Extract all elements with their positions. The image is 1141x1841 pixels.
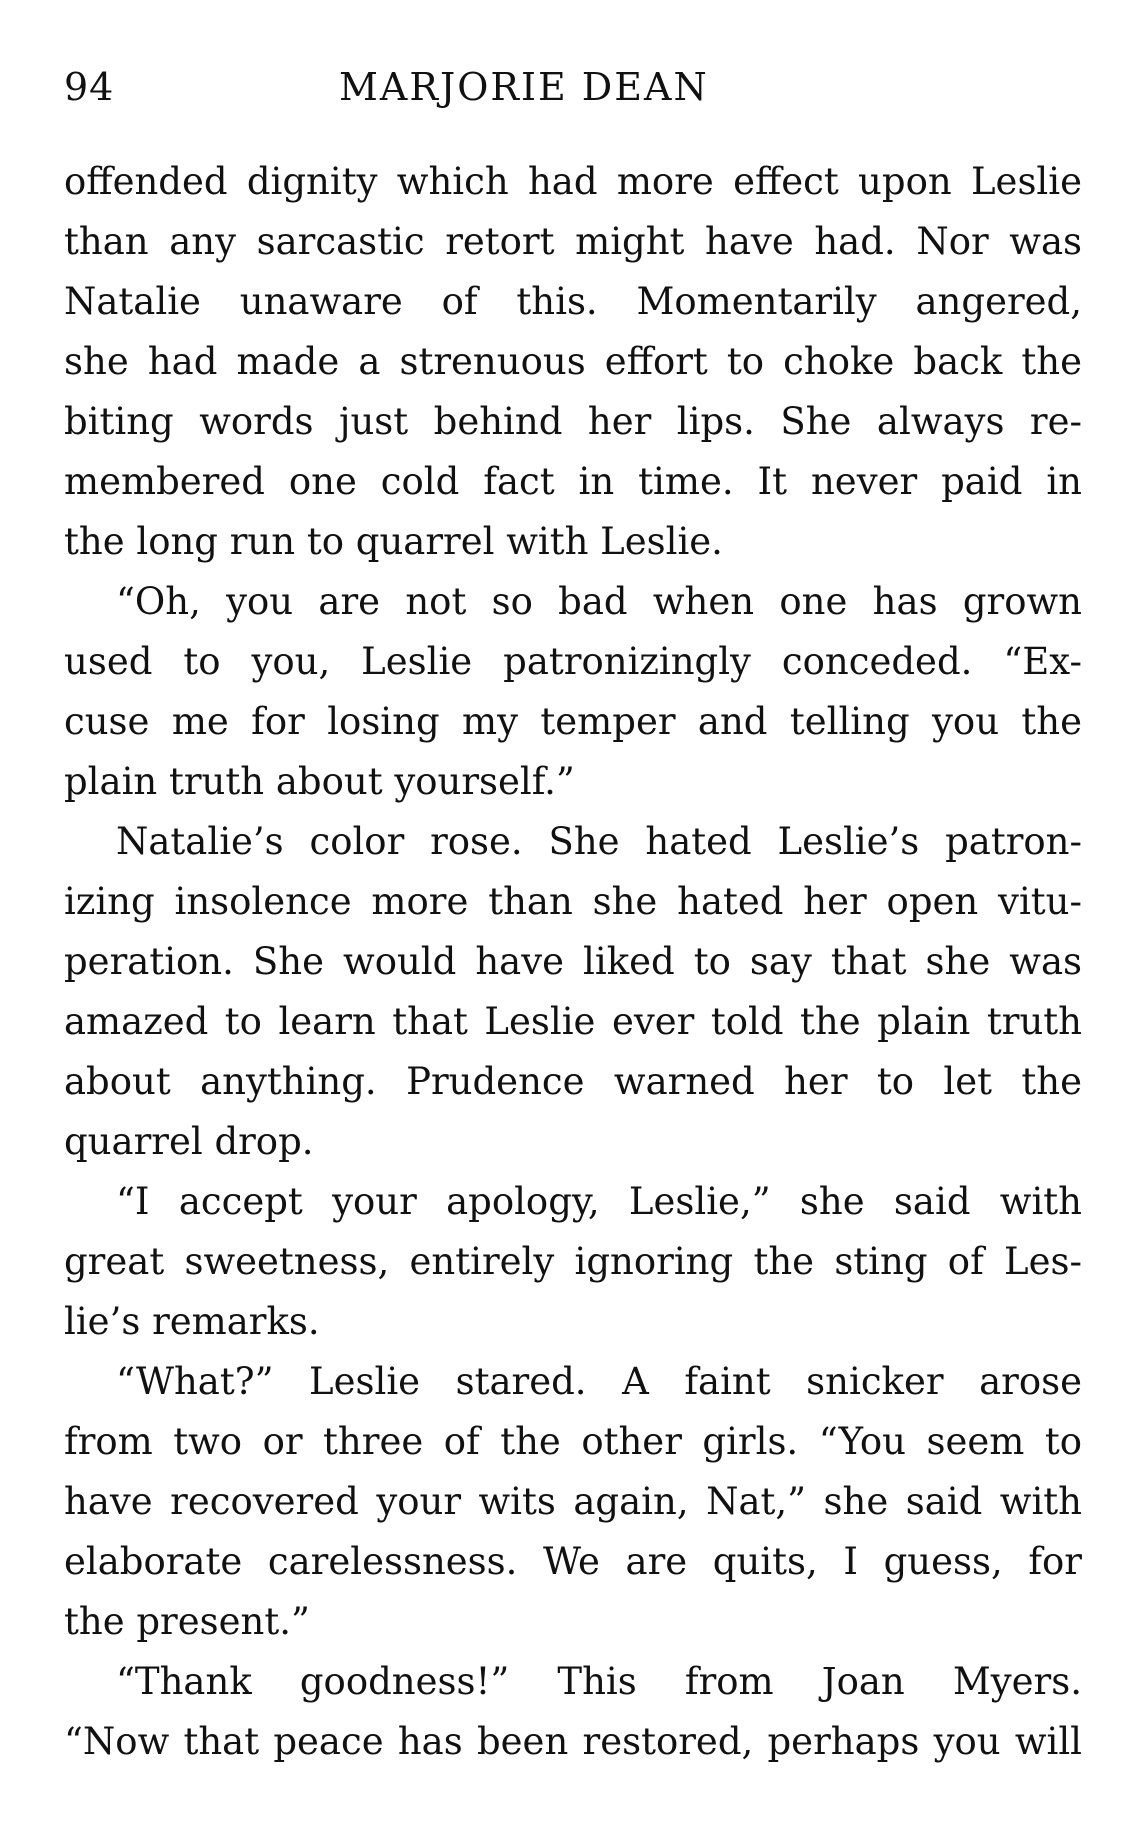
text-line: the long run to quarrel with Leslie.	[64, 520, 723, 563]
text-line: “Now that peace has been restored, perhaps you will	[64, 1720, 1082, 1763]
text-line: cuse me for losing my temper and telling you the	[64, 700, 1082, 743]
text-line: elaborate carelessness. We are quits, I guess, for	[64, 1540, 1082, 1583]
text-line: the present.”	[64, 1600, 310, 1643]
text-line: peration. She would have liked to say that she was	[64, 940, 1082, 983]
text-line: used to you, Leslie patronizingly conceded. “Ex-	[64, 640, 1082, 683]
text-line: biting words just behind her lips. She always re-	[64, 400, 1082, 443]
text-line: great sweetness, entirely ignoring the sting of Les-	[64, 1240, 1082, 1283]
text-line: amazed to learn that Leslie ever told the plain truth	[64, 1000, 1082, 1043]
text-line: about anything. Prudence warned her to let the	[64, 1060, 1082, 1103]
paragraph-first-line: “Thank goodness!” This from Joan Myers.	[116, 1660, 1082, 1703]
text-line: from two or three of the other girls. “You seem to	[64, 1420, 1082, 1463]
text-line: membered one cold fact in time. It never paid in	[64, 460, 1082, 503]
body-text	[64, 152, 1082, 1772]
paragraph-first-line: “Oh, you are not so bad when one has grown	[116, 580, 1082, 623]
running-title: MARJORIE DEAN	[339, 65, 709, 109]
text-line: plain truth about yourself.”	[64, 760, 575, 803]
text-line: have recovered your wits again, Nat,” she said with	[64, 1480, 1082, 1523]
text-line: offended dignity which had more effect upon Leslie	[64, 160, 1082, 203]
paragraph-first-line: “What?” Leslie stared. A faint snicker arose	[116, 1360, 1082, 1403]
paragraph-first-line: “I accept your apology, Leslie,” she said with	[116, 1180, 1082, 1223]
running-head	[64, 62, 1083, 112]
text-line: than any sarcastic retort might have had. Nor was	[64, 220, 1082, 263]
text-line: izing insolence more than she hated her open vitu-	[64, 880, 1082, 923]
text-line: lie’s remarks.	[64, 1300, 320, 1343]
page-number: 94	[64, 65, 115, 109]
text-line: quarrel drop.	[64, 1120, 314, 1163]
text-line: Natalie unaware of this. Momentarily angered,	[64, 280, 1082, 323]
text-line: she had made a strenuous effort to choke back the	[64, 340, 1082, 383]
paragraph-first-line: Natalie’s color rose. She hated Leslie’s patron-	[116, 820, 1082, 863]
